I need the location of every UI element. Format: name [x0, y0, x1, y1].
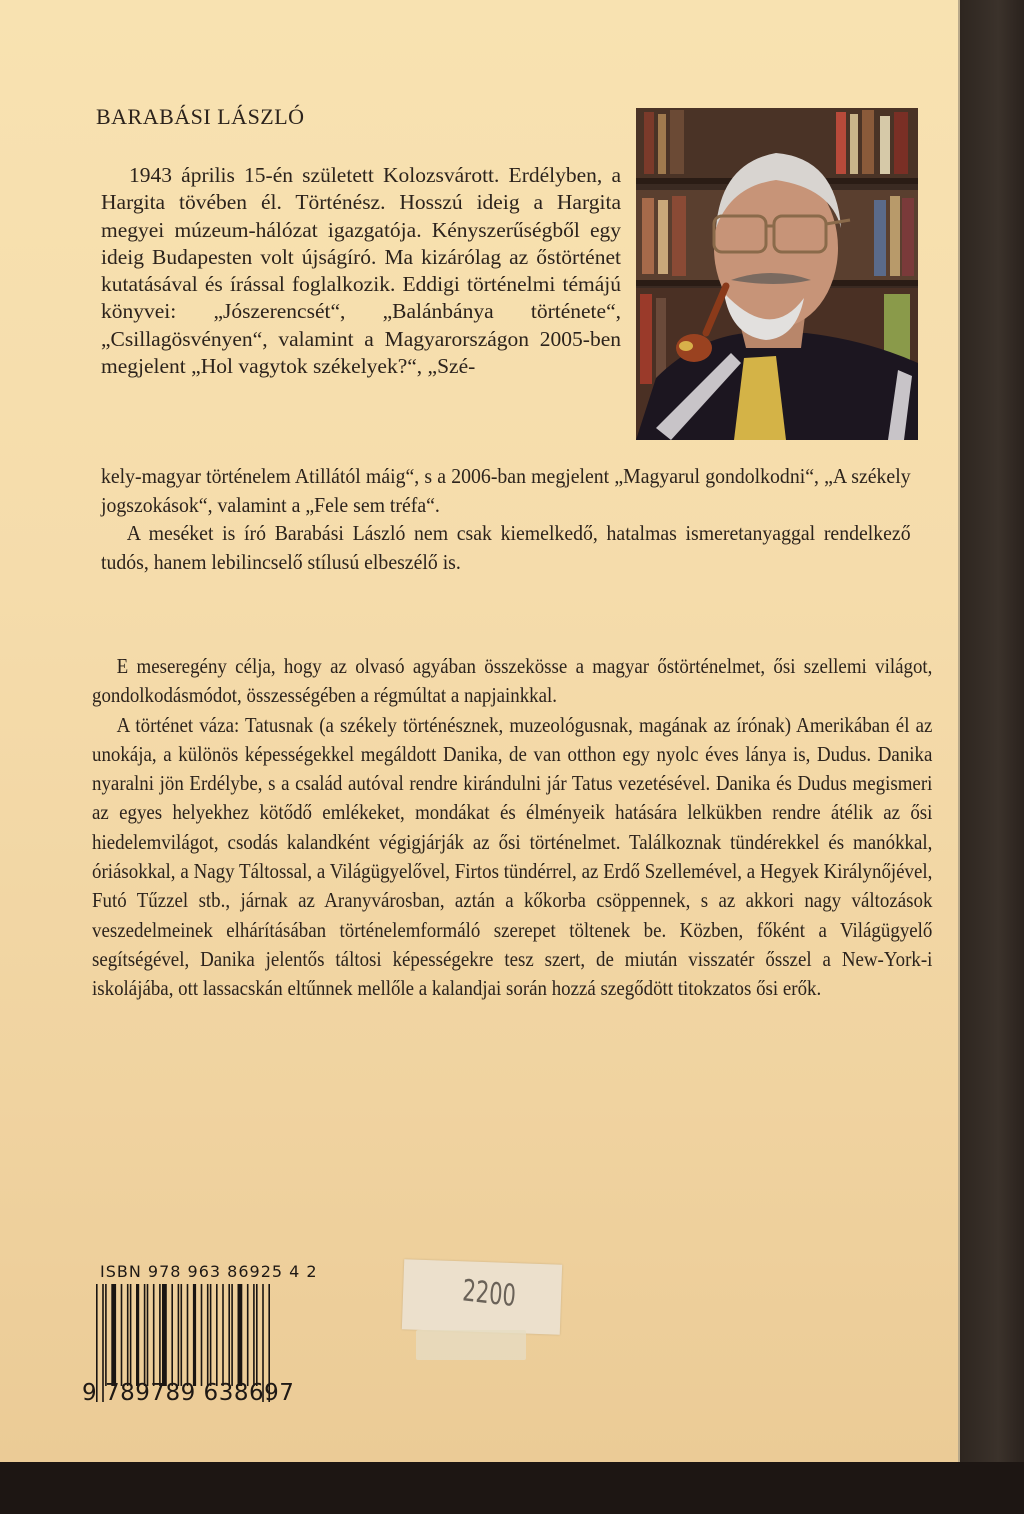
barcode-bar	[159, 1284, 161, 1386]
barcode-bar	[127, 1284, 129, 1386]
barcode-bar	[144, 1284, 146, 1386]
barcode-bar	[247, 1284, 249, 1386]
isbn-number: ISBN 978 963 86925 4 2	[100, 1262, 318, 1281]
barcode-bar	[130, 1284, 132, 1386]
barcode-bar	[222, 1284, 224, 1386]
sticker-residue	[416, 1330, 526, 1360]
barcode-bar	[153, 1284, 155, 1386]
barcode-bar	[256, 1284, 258, 1386]
barcode-bar	[121, 1284, 123, 1386]
bio-closing-paragraph: A meséket is író Barabási László nem csak kiemelkedő, hatalmas ismeretanyaggal rendelkező tudós, hanem lebilincselő stílusú elbeszélő is.	[101, 521, 911, 574]
barcode-bar	[231, 1284, 233, 1386]
bio-paragraph: 1943 április 15-én született Kolozsvárott. Erdélyben, a Hargita tövében él. Történész. Hosszú ideig a Hargita megyei múzeum-hálózat igazgatója. Kényszerűségből egy ideig Budapesten volt újságíró. Ma kizárólag az őstörténet kutatásával és írással foglalkozik. Eddigi történelmi témájú könyvei: „Jószerencsét“, „Balánbánya története“, „Csillagösvényen“, valamint a Magyarországon 2005-ben megjelent „Hol vagytok székelyek?“, „Szé-	[101, 163, 621, 379]
isbn-barcode	[82, 1262, 318, 1412]
book-summary	[92, 652, 932, 1004]
barcode-bar	[105, 1284, 107, 1386]
barcode-bar	[178, 1284, 180, 1386]
barcode-bar	[162, 1284, 167, 1386]
summary-paragraph-1: E meseregény célja, hogy az olvasó agyában összekösse a magyar őstörténelmet, ősi szellemi világot, gondolkodásmódot, összességében a régmúltat a napjainkkal.	[92, 654, 933, 708]
barcode-bar	[181, 1284, 183, 1386]
barcode-bar	[210, 1284, 212, 1386]
barcode-bar	[147, 1284, 149, 1386]
barcode-bar	[253, 1284, 255, 1386]
cover-edge	[960, 0, 1024, 1462]
author-bio	[101, 162, 621, 380]
barcode-bar	[216, 1284, 218, 1386]
author-bio-continuation	[101, 462, 911, 576]
barcode-bar	[201, 1284, 203, 1386]
barcode-bar	[228, 1284, 230, 1386]
price-sticker	[402, 1259, 562, 1334]
barcode-bar	[187, 1284, 189, 1386]
bio-continuation-text: kely-magyar történelem Atillától máig“, s a 2006-ban megjelent „Magyarul gondolkodni“, „A székely jogszokások“, valamint a „Fele sem tréfa“.	[101, 464, 911, 517]
ean-digits: 9 789789 638697	[82, 1380, 295, 1406]
barcode-bar	[193, 1284, 196, 1386]
author-portrait-image	[636, 108, 918, 440]
barcode-bar	[111, 1284, 116, 1386]
barcode-bar	[171, 1284, 173, 1386]
summary-paragraph-2: A történet váza: Tatusnak (a székely történésznek, muzeológusnak, magának az írónak) Amerikában él az unokája, a különös képességekkel megáldott Danika, de van otthon egy nyolc éves lánya is, Dudus. Danika nyaralni jön Erdélybe, s a család autóval rendre kirándulni jár Tatus vezetésével. Danika és Dudus megismeri az egyes helyekhez kötődő emlékeket, mondákat és élményeik hatására lelkükben rendre átélik az ősi hiedelemvilágot, csodás kalandként végigjárják az ősi történelmet. Találkoznak tündérekkel és manókkal, óriásokkal, a Nagy Táltossal, a Világügyelővel, Firtos tündérrel, az Erdő Szellemével, a Hegyek Királynőjével, Futó Tűzzel stb., járnak az Aranyvárosban, aztán a kőkorba csöppennek, s az akkori nagy változások veszedelmeinek elhárításában történelemformáló szerepet töltenek be. Közben, főként a Világügyelő segítségével, Danika jelentős táltosi képességekre tesz szert, de miután visszatér ősszel a New-York-i iskolájába, ott lassacskán eltűnnek mellőle a kalandjai során hozzá szegődött titokzatos ősi erők.	[92, 712, 933, 1001]
barcode-bar	[207, 1284, 209, 1386]
price-value: 2200	[461, 1273, 518, 1315]
author-name: BARABÁSI LÁSZLÓ	[96, 104, 305, 129]
barcode-bar	[136, 1284, 139, 1386]
barcode-bar	[238, 1284, 243, 1386]
author-photo	[636, 108, 918, 440]
